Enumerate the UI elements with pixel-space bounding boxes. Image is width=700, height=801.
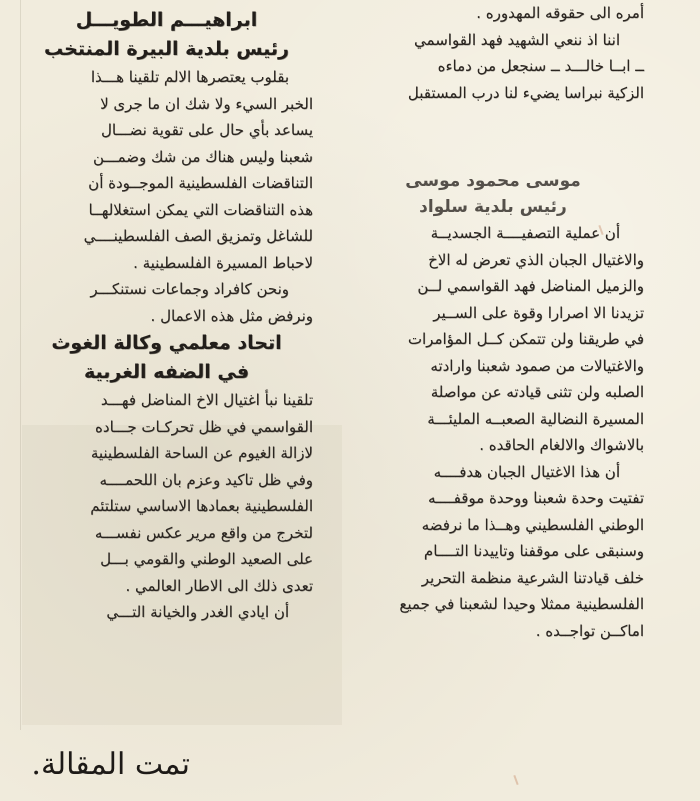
text-line: الفلسطينية بعمادها الاساسي ستلتئم (90, 497, 313, 515)
text-line: والزميل المناضل فهد القواسمي لــن (417, 277, 644, 295)
text-line: المسيرة النضالية الصعبــه المليئـــة (427, 409, 644, 428)
text-line: تزيدنا الا اصرارا وقوة على الســير (433, 303, 644, 322)
text-line: أن عملية التصفيــــة الجسديــة (430, 224, 620, 242)
top-fragment (342, 0, 644, 106)
text-line: وسنبقى على موقفنا وتاييدنا التــــام (423, 542, 644, 560)
text-line: يساعد بأي حال على تقوية نضـــال (101, 121, 313, 139)
text-line: اماكــن تواجــده . (535, 621, 644, 640)
end-caption: تمت المقالة. (31, 747, 190, 782)
article-headline: موسى محمود موسى (405, 171, 581, 191)
text-line: لازالة الغيوم عن الساحة الفلسطينية (90, 444, 313, 462)
paragraph (342, 220, 644, 459)
text-line: اننا اذ ننعي الشهيد فهد القواسمي (414, 30, 620, 49)
right-column (342, 0, 644, 644)
paragraph (20, 599, 313, 626)
text-line: على الصعيد الوطني والقومي بـــل (100, 550, 313, 568)
text-line: الخبر السيء ولا شك ان ما جرى لا (100, 94, 313, 113)
article-headline-line-2: في الضفه الغربية (83, 361, 250, 383)
article-headline: اتحاد معلمي وكالة الغوث (51, 332, 282, 354)
text-line: والاغتيالات من صمود شعبنا وارادته (430, 356, 644, 375)
text-line: تعدى ذلك الى الاطار العالمي . (125, 576, 313, 595)
text-line: التناقضات الفلسطينية الموجــودة أن (88, 174, 313, 192)
text-line: لاحباط المسيرة الفلسطينية . (133, 253, 313, 272)
text-line: القواسمي في ظل تحركـات جـــاده (95, 417, 313, 436)
paragraph (20, 64, 313, 276)
text-line: أن ايادي الغدر والخيانة التـــي (106, 603, 289, 621)
text-line: بقلوب يعتصرها الالم تلقينا هـــذا (90, 68, 289, 86)
article-ibrahim (20, 6, 313, 329)
paragraph (342, 459, 644, 645)
text-line: أن هذا الاغتيال الجبان هدفــــه (433, 462, 620, 481)
text-line: الصلبه ولن تثنى قيادته عن مواصلة (430, 383, 644, 401)
text-line: أمره الى حقوقه المهدوره . (476, 4, 644, 22)
text-line: الوطني الفلسطيني وهــذا ما نرفضه (421, 515, 644, 534)
text-line: تلقينا نبأ اغتيال الاخ المناضل فهـــد (100, 391, 313, 409)
text-line: ونرفض مثل هذه الاعمال . (150, 306, 313, 325)
text-line: شعبنا وليس هناك من شك وضمـــن (92, 147, 313, 166)
left-column (20, 6, 313, 626)
text-line: لتخرج من واقع مرير عكس نفســـه (94, 523, 313, 542)
text-line: في طريقنا ولن تتمكن كــل المؤامرات (407, 330, 644, 348)
article-musa (342, 168, 644, 644)
text-line: والاغتيال الجبان الذي تعرض له الاخ (428, 250, 644, 269)
text-line: ونحن كافراد وجماعات نستنكـــر (90, 280, 289, 298)
article-subheadline: رئيس بلدية البيرة المنتخب (44, 38, 289, 60)
text-line: خلف قيادتنا الشرعية منظمة التحرير (421, 568, 644, 587)
article-headline: ابراهيـــم الطويـــل (75, 9, 258, 31)
article-subheadline: رئيس بلدية سلواد (419, 197, 567, 217)
text-line: الزكية نبراسا يضيء لنا درب المستقبل (407, 83, 644, 102)
text-line: تفتيت وحدة شعبنا ووحدة موقفــــه (428, 489, 644, 507)
paragraph (20, 276, 313, 329)
text-line: الفلسطينية ممثلا وحيدا لشعبنا في جميع (399, 595, 644, 613)
text-line: وفي ظل تاكيد وعزم بان اللحمــــه (99, 470, 313, 489)
paper-speck (513, 775, 518, 785)
text-line: بالاشواك والالغام الحاقده . (479, 436, 644, 454)
text-line: ــ ابــا خالـــد ــ سنجعل من دماءه (437, 57, 644, 75)
text-line: للشاغل وتمزيق الصف الفلسطينــــي (83, 227, 313, 245)
paragraph (20, 387, 313, 599)
article-unrwa-teachers (20, 329, 313, 626)
text-line: هذه التناقضات التي يمكن استغلالهــا (88, 200, 313, 219)
